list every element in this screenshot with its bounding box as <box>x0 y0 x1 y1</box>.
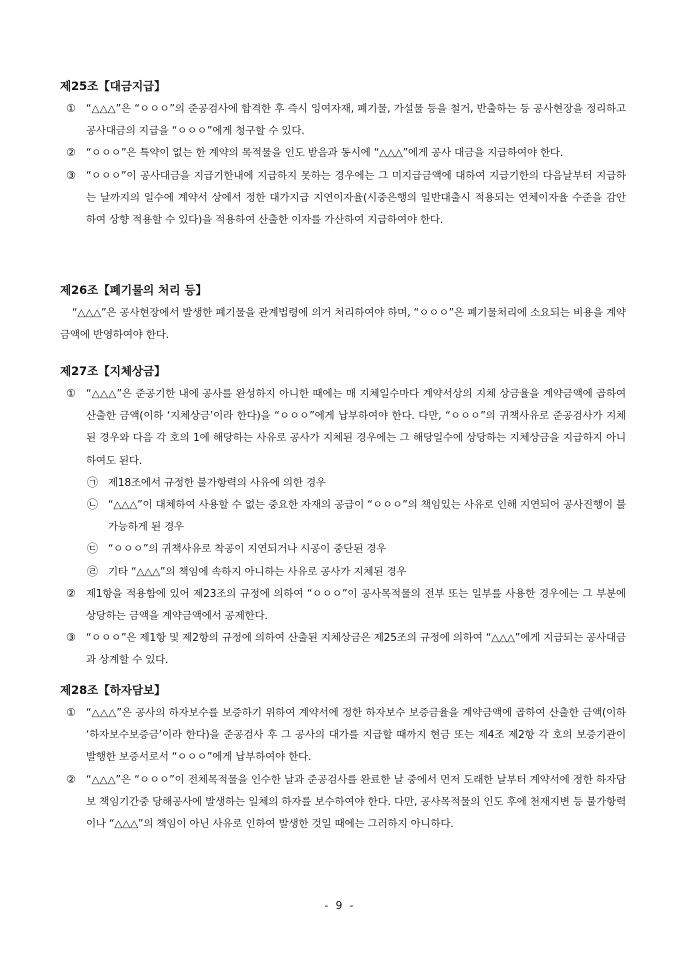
paragraph-text: “△△△”은 공사의 하자보수를 보증하기 위하여 계약서에 정한 하자보수 보증금율을 계약금액에 곱하여 산출한 금액(이하 ‘하자보수보증금’이라 한다)을 준공검사 후 그 공사의 대가를 지급할 때까지 현금 또는 제4조 제2항 각 호의 보증기관이 발행한 보증서로서 “ㅇㅇㅇ”에게 납부하여야 한다. <box>86 707 626 764</box>
list-item <box>60 561 626 583</box>
item-text: “△△△”이 대체하여 사용할 수 없는 중요한 자재의 공급이 “ㅇㅇㅇ”의 책임있는 사유로 인해 지연되어 공사진행이 불가능하게 된 경우 <box>108 499 626 534</box>
item-marker: ㉠ <box>87 475 98 489</box>
paragraph <box>60 383 626 472</box>
article-28 <box>60 682 626 835</box>
paragraph <box>60 583 626 627</box>
paragraph-number: ② <box>66 586 76 600</box>
paragraph <box>60 98 626 142</box>
paragraph-text: “△△△”은 “ㅇㅇㅇ”이 전체목적물을 인수한 날과 준공검사를 완료한 날 중에서 먼저 도래한 날부터 계약서에 정한 하자담보 책임기간중 당해공사에 발생하는 일체의 하자를 보수하여야 한다. 다만, 공사목적물의 인도 후에 천재지변 등 불가항력이나 “△△△”의 책임이 아닌 사유로 인하여 발생한 것일 때에는 그러하지 아니하다. <box>86 773 626 831</box>
article-title: 제27조【지체상금】 <box>60 364 166 378</box>
item-text: 제18조에서 규정한 불가항력의 사유에 의한 경우 <box>108 476 326 489</box>
paragraph-text: “△△△”은 준공기한 내에 공사를 완성하지 아니한 때에는 매 지체일수마다 계약서상의 지체 상금율을 계약금액에 곱하여 산출한 금액(이하 ‘지체상금’이라 한다)을 “ㅇㅇㅇ”에게 납부하여야 한다. 다만, “ㅇㅇㅇ”의 귀책사유로 준공검사가 지체된 경우와 다음 각 호의 1에 해당하는 사유로 공사가 지체된 경우에는 그 해당일수에 상당하는 지체상금을 지급하지 아니하여도 된다. <box>86 388 626 467</box>
page-number: - 9 - <box>324 900 356 912</box>
paragraph-number: ② <box>66 146 76 160</box>
paragraph-number: ③ <box>66 168 76 182</box>
item-marker: ㉡ <box>87 498 98 512</box>
paragraph-number: ③ <box>66 631 76 645</box>
paragraph <box>60 702 626 769</box>
article-title: 제26조【폐기물의 처리 등】 <box>60 283 207 297</box>
item-marker: ㉢ <box>87 542 98 556</box>
paragraph-text: “ㅇㅇㅇ”은 특약이 없는 한 계약의 목적물을 인도 받음과 동시에 “△△△”에게 공사 대금을 지급하여야 한다. <box>86 147 564 160</box>
paragraph-text: “ㅇㅇㅇ”은 제1항 및 제2항의 규정에 의하여 산출된 지체상금은 제25조의 규정에 의하여 “△△△”에게 지급되는 공사대금과 상계할 수 있다. <box>86 632 626 667</box>
list-item <box>60 538 626 560</box>
paragraph-text: 제1항을 적용함에 있어 제23조의 규정에 의하여 “ㅇㅇㅇ”이 공사목적물의 전부 또는 일부를 사용한 경우에는 그 부분에 상당하는 금액을 계약금액에서 공제한다. <box>86 587 626 623</box>
paragraph-number: ① <box>66 387 76 400</box>
item-text: “ㅇㅇㅇ”의 귀책사유로 착공이 지연되거나 시공이 중단된 경우 <box>108 543 387 556</box>
article-title: 제28조【하자담보】 <box>60 683 166 697</box>
paragraph <box>60 165 626 232</box>
item-text: 기타 “△△△”의 책임에 속하지 아니하는 사유로 공사가 지체된 경우 <box>108 565 407 578</box>
list-item <box>60 494 626 538</box>
paragraph <box>60 142 626 164</box>
paragraph-text: “△△△”은 “ㅇㅇㅇ”의 준공검사에 합격한 후 즉시 잉여자재, 폐기물, 가설물 등을 철거, 반출하는 등 공사현장을 정리하고 공사대금의 지급을 “ㅇㅇㅇ”에게 청구할 수 있다. <box>86 103 626 138</box>
paragraph-text: “△△△”은 공사현장에서 발생한 폐기물을 관계법령에 의거 처리하여야 하며, “ㅇㅇㅇ”은 폐기물처리에 소요되는 비용을 계약금액에 반영하여야 한다. <box>60 307 626 342</box>
article-27 <box>60 363 626 672</box>
list-item <box>60 472 626 494</box>
paragraph-number: ① <box>66 706 76 719</box>
item-marker: ㉣ <box>87 564 98 578</box>
paragraph <box>60 769 626 836</box>
paragraph-number: ② <box>66 772 76 786</box>
paragraph-text: “ㅇㅇㅇ”이 공사대금을 지급기한내에 지급하지 못하는 경우에는 그 미지급금액에 대하여 지급기한의 다음날부터 지급하는 날까지의 일수에 계약서 상에서 정한 대가지급 지연이자율(시중은행의 일반대출시 적용되는 연체이자율 수준을 감안 하여 상향 적용할 수 있다)을 적용하여 산출한 이자를 가산하여 지급하여야 한다. <box>86 169 626 227</box>
article-25 <box>60 78 626 231</box>
paragraph <box>60 302 626 346</box>
paragraph <box>60 627 626 671</box>
article-title: 제25조【대금지급】 <box>60 79 166 93</box>
article-26 <box>60 282 626 346</box>
paragraph-number: ① <box>66 102 76 115</box>
